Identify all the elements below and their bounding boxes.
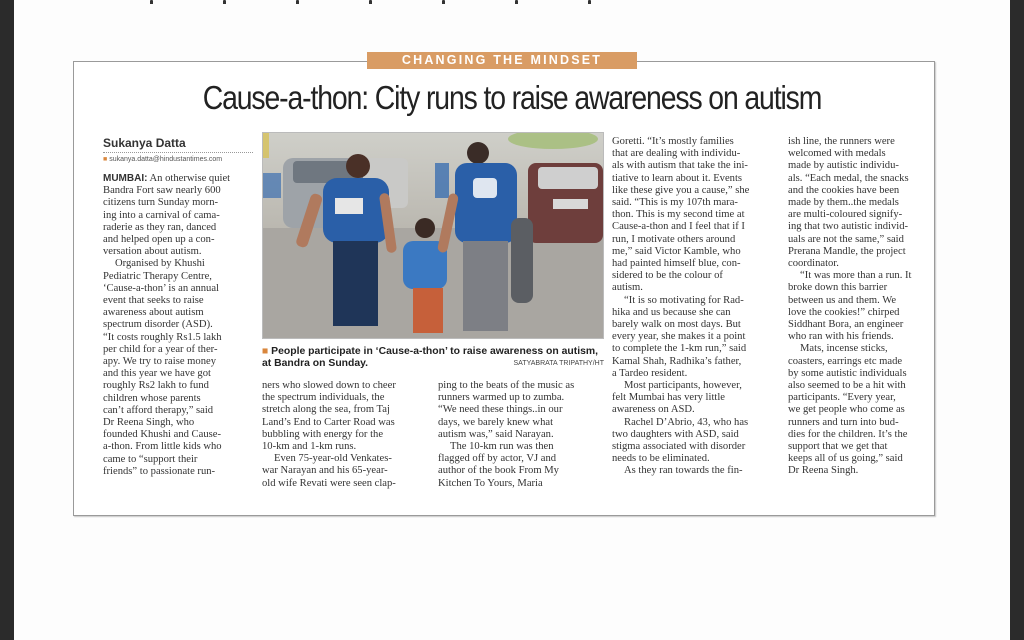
article-text-line: the spectrum individuals, the bbox=[262, 392, 385, 404]
article-text-line: barely walk on most days. But bbox=[612, 319, 741, 331]
article-text-line: ners who slowed down to cheer bbox=[262, 380, 396, 391]
bullet-icon: ■ bbox=[103, 156, 108, 163]
article-text-line: broke down this barrier bbox=[788, 282, 888, 294]
article-text-line: per child for a year of ther- bbox=[103, 343, 218, 355]
article-column-2 bbox=[262, 380, 432, 490]
article-text-line: “It is so motivating for Rad- bbox=[624, 294, 744, 306]
article-text-line: run, I motivate others around bbox=[612, 233, 736, 245]
article-text-line: every year, she makes it a point bbox=[612, 331, 746, 343]
article-text-line: love the cookies!” chirped bbox=[788, 306, 900, 318]
article-text-line: runners and turn into bud- bbox=[788, 416, 899, 428]
article-text-line: dies for the children. It’s the bbox=[788, 428, 908, 440]
article-text-line: “It was more than a run. It bbox=[800, 270, 912, 282]
article-column-5 bbox=[788, 136, 948, 478]
article-text-line: are multi-coloured signify- bbox=[788, 209, 903, 221]
article-text-line: ‘Cause-a-thon’ is an annual bbox=[103, 282, 219, 294]
article-text-line: tiative to learn about it. Events bbox=[612, 172, 743, 184]
article-text-line: participants. “Every year, bbox=[788, 392, 896, 404]
article-text-line: Bandra Fort saw nearly 600 bbox=[103, 185, 221, 197]
article-text-line: uals are not the same,” said bbox=[788, 233, 904, 245]
article-text-line: needs to be eliminated. bbox=[612, 453, 710, 465]
article-text-line: sidered to be the colour of bbox=[612, 270, 723, 282]
article-text-line: made by them..the medals bbox=[788, 197, 899, 209]
section-kicker: CHANGING THE MINDSET bbox=[367, 52, 637, 69]
article-text-line: Most participants, however, bbox=[624, 380, 742, 392]
caption-bullet-icon: ■ bbox=[262, 346, 269, 357]
article-text-line: by some autistic individuals bbox=[788, 367, 907, 379]
article-text-line: roughly Rs2 lakh to fund bbox=[103, 380, 209, 392]
article-text-line: old wife Revati were seen clap- bbox=[262, 477, 396, 489]
article-text-line: Mats, incense sticks, bbox=[800, 343, 888, 355]
article-text-line: hika and us because she can bbox=[612, 306, 731, 318]
article-text-line: Dr Reena Singh, who bbox=[103, 417, 195, 429]
article-text-line: welcomed with medals bbox=[788, 148, 886, 160]
article-text-line: like these give you a cause,” she bbox=[612, 184, 750, 196]
article-text-line: als with autism that take the ini- bbox=[612, 160, 748, 172]
article-column-1 bbox=[103, 173, 253, 478]
article-text-line: author of the book From My bbox=[438, 465, 559, 477]
article-text-line: a Tardeo resident. bbox=[612, 367, 688, 379]
article-text-line: “It costs roughly Rs1.5 lakh bbox=[103, 331, 222, 343]
article-text-line: Kitchen To Yours, Maria bbox=[438, 477, 543, 489]
article-text-line: bubbling with energy for the bbox=[262, 428, 384, 440]
article-text-line: Even 75-year-old Venkates- bbox=[274, 453, 392, 465]
article-text-line: had painted himself blue, con- bbox=[612, 258, 741, 270]
article-text-line: ping to the beats of the music as bbox=[438, 380, 575, 391]
article-text-line: “We need these things..in our bbox=[438, 404, 563, 416]
article-photo bbox=[262, 132, 604, 339]
article-text-line: thon. This is my second time at bbox=[612, 209, 745, 221]
article-text-line: autism. bbox=[612, 282, 643, 294]
article-text-line: runners warmed up to zumba. bbox=[438, 392, 565, 404]
article-text-line: Dr Reena Singh. bbox=[788, 465, 859, 477]
article-text-line: days, we barely knew what bbox=[438, 416, 554, 428]
article-text-line: and helped open up a con- bbox=[103, 234, 215, 246]
article-text-line: event that seeks to raise bbox=[103, 295, 204, 307]
article-column-3 bbox=[438, 380, 608, 490]
article-text-line: coasters, earrings etc made bbox=[788, 355, 903, 367]
article-text-line: As they ran towards the fin- bbox=[624, 465, 743, 477]
article-text-line: apy. We try to raise money bbox=[103, 356, 216, 368]
article-text-line: raderie as they ran, danced bbox=[103, 221, 217, 233]
article-text-line: said. “This is my 107th mara- bbox=[612, 197, 738, 209]
author-email: ■ sukanya.datta@hindustantimes.com bbox=[103, 156, 223, 163]
article-text-line: friends” to passionate run- bbox=[103, 465, 216, 477]
article-text-line: Land’s End to Carter Road was bbox=[262, 416, 395, 428]
article-text-line: also seemed to be a hit with bbox=[788, 380, 906, 392]
article-text-line: Prerana Mandle, the project bbox=[788, 245, 906, 257]
article-text-line: felt Mumbai has very little bbox=[612, 392, 725, 404]
article-text-line: and this year we have got bbox=[103, 368, 211, 380]
article-text-line: made by autistic individu- bbox=[788, 160, 899, 172]
article-text-line: MUMBAI: An otherwise quiet bbox=[103, 173, 231, 184]
article-text-line: coordinator. bbox=[788, 258, 839, 270]
article-text-line: Cause-a-thon and I feel that if I bbox=[612, 221, 745, 233]
article-text-line: can’t afford therapy,” said bbox=[103, 404, 214, 416]
article-text-line: als. “Each medal, the snacks bbox=[788, 172, 909, 184]
article-text-line: flagged off by actor, VJ and bbox=[438, 453, 557, 465]
article-text-line: Goretti. “It’s mostly families bbox=[612, 136, 734, 147]
article-text-line: me,” said Victor Kamble, who bbox=[612, 245, 741, 257]
article-text-line: keeps all of us going,” said bbox=[788, 453, 903, 465]
article-text-line: and the cookies have been bbox=[788, 184, 900, 196]
clipped-previous-text bbox=[150, 0, 750, 4]
article-text-line: citizens turn Sunday morn- bbox=[103, 197, 219, 209]
article-column-4 bbox=[612, 136, 780, 478]
article-text-line: stigma associated with disorder bbox=[612, 441, 746, 453]
article-text-line: awareness on ASD. bbox=[612, 404, 695, 416]
article-text-line: war Narayan and his 65-year- bbox=[262, 465, 388, 477]
byline bbox=[103, 136, 253, 163]
article-text-line: The 10-km run was then bbox=[450, 441, 554, 453]
article-text-line: came to “support their bbox=[103, 453, 198, 465]
article-text-line: Pediatric Therapy Centre, bbox=[103, 270, 212, 282]
runners-photo-image bbox=[263, 133, 603, 338]
article-text-line: stretch along the sea, from Taj bbox=[262, 404, 390, 416]
article-text-line: founded Khushi and Cause- bbox=[103, 429, 221, 441]
article-text-line: to complete the 1-km run,” said bbox=[612, 343, 747, 355]
article-text-line: we get people who come as bbox=[788, 404, 905, 416]
article-text-line: ing into a carnival of cama- bbox=[103, 209, 220, 221]
article-text-line: a-thon. From little kids who bbox=[103, 441, 222, 453]
article-text-line: awareness about autism bbox=[103, 307, 204, 319]
article-text-line: Rachel D’Abrio, 43, who has bbox=[624, 416, 749, 428]
article-headline: Cause-a-thon: City runs to raise awareness on autism bbox=[202, 79, 822, 116]
article-text-line: spectrum disorder (ASD). bbox=[103, 319, 213, 331]
article-text-line: children whose parents bbox=[103, 392, 201, 404]
caption-text: People participate in ‘Cause-a-thon’ to raise awareness on autism, at Bandra on Sunday. bbox=[262, 346, 598, 369]
article-text-line: ing that two autistic individ- bbox=[788, 221, 909, 233]
dateline: MUMBAI: bbox=[103, 173, 148, 184]
article-text-line: that are dealing with individu- bbox=[612, 148, 741, 160]
article-text-line: between us and them. We bbox=[788, 294, 897, 306]
article-text-line: Kamal Shah, Radhika’s father, bbox=[612, 355, 742, 367]
author-name: Sukanya Datta bbox=[103, 136, 253, 153]
article-text-line: who ran with his friends. bbox=[788, 331, 894, 343]
article-text-line: ish line, the runners were bbox=[788, 136, 895, 147]
article-text-line: Organised by Khushi bbox=[115, 258, 205, 270]
photo-caption bbox=[262, 346, 604, 370]
article-text-line: support that we get that bbox=[788, 441, 888, 453]
article-text-line: Siddhant Bora, an engineer bbox=[788, 319, 904, 331]
photo-credit: SATYABRATA TRIPATHY/HT bbox=[513, 360, 604, 367]
article-text-line: autism was,” said Narayan. bbox=[438, 428, 554, 440]
article-text-line: two daughters with ASD, said bbox=[612, 428, 739, 440]
article-text-line: versation about autism. bbox=[103, 246, 202, 258]
article-text-line: 10-km and 1-km runs. bbox=[262, 441, 357, 453]
